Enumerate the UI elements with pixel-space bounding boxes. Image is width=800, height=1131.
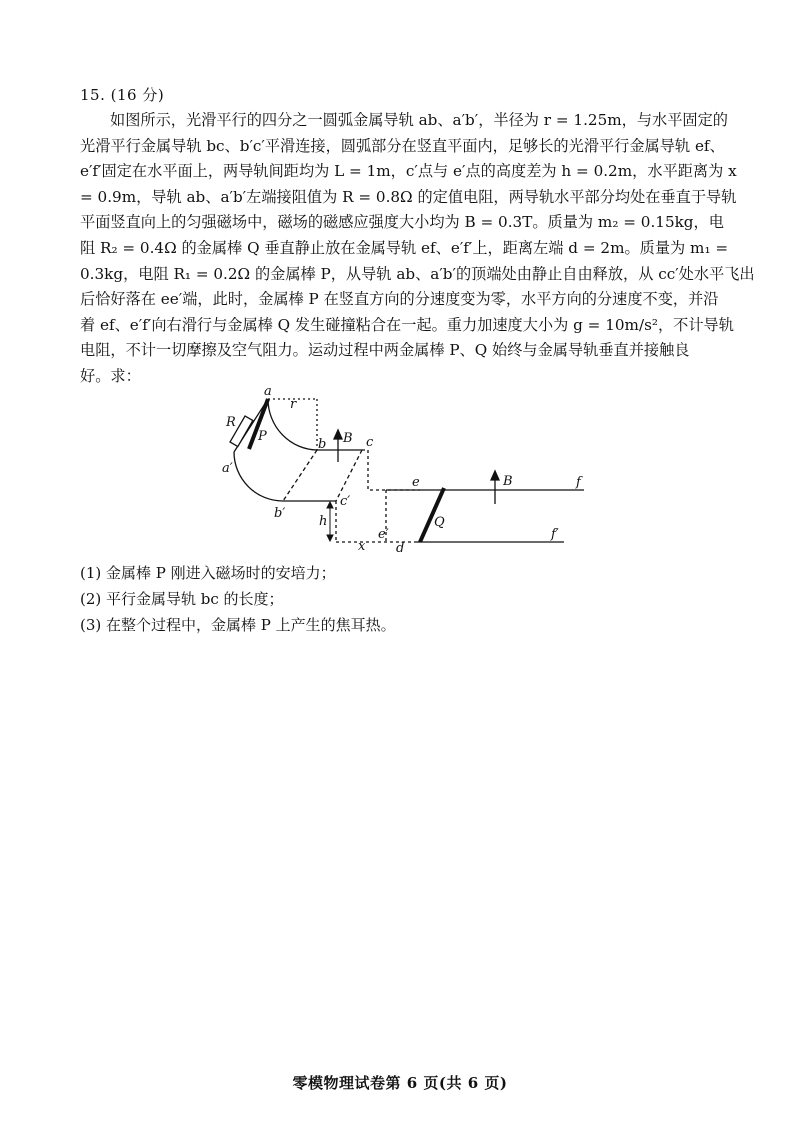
label-P: P bbox=[258, 429, 267, 444]
label-e: e bbox=[412, 475, 420, 490]
question-number: 15. (16 分) bbox=[80, 86, 165, 104]
stem-line: 光滑平行金属导轨 bc、b′c′平滑连接，圆弧部分在竖直平面内，足够长的光滑平行金属导轨 ef、 bbox=[80, 136, 725, 155]
stem-line: 后恰好落在 ee′端，此时，金属棒 P 在竖直方向的分速度变为零，水平方向的分速度不变，并沿 bbox=[80, 290, 719, 309]
b-arrow-1-head bbox=[334, 430, 342, 439]
label-b: b bbox=[318, 437, 327, 452]
label-R: R bbox=[226, 415, 236, 430]
stem-line: e′f′固定在水平面上，两导轨间距均为 L = 1m，c′点与 e′点的高度差为 h = 0.2m，水平距离为 x bbox=[80, 162, 737, 181]
end-line-bb-prime bbox=[283, 450, 317, 501]
stem-line: 着 ef、e′f′向右滑行与金属棒 Q 发生碰撞粘合在一起。重力加速度大小为 g = 10m/s²，不计导轨 bbox=[80, 315, 734, 334]
label-b-prime: b′ bbox=[274, 506, 286, 521]
label-a: a bbox=[264, 384, 272, 399]
stem-line: 电阻，不计一切摩擦及空气阻力。运动过程中两金属棒 P、Q 始终与金属导轨垂直并接触良 bbox=[80, 341, 690, 360]
subquestion-3: (3) 在整个过程中，金属棒 P 上产生的焦耳热。 bbox=[80, 616, 396, 634]
stem-line: 如图所示，光滑平行的四分之一圆弧金属导轨 ab、a′b′，半径为 r = 1.25m，与水平固定的 bbox=[110, 111, 728, 129]
label-r: r bbox=[290, 397, 297, 412]
question-stem bbox=[80, 108, 755, 390]
label-a-prime: a′ bbox=[222, 461, 233, 476]
page-footer: 零模物理试卷第 6 页(共 6 页) bbox=[292, 1074, 508, 1092]
label-d: d bbox=[396, 541, 405, 556]
label-c: c bbox=[366, 435, 374, 450]
subquestion-2: (2) 平行金属导轨 bc 的长度； bbox=[80, 590, 284, 608]
arc-a-prime-b-prime bbox=[234, 452, 283, 501]
h-arrow-head-top bbox=[327, 502, 333, 508]
label-f-prime: f′ bbox=[551, 527, 559, 542]
stem-line: = 0.9m，导轨 ab、a′b′左端接阻值为 R = 0.8Ω 的定值电阻，两导轨水平部分均处在垂直于导轨 bbox=[80, 187, 737, 206]
label-x: x bbox=[358, 539, 366, 554]
label-B2: B bbox=[503, 474, 513, 489]
stem-line: 0.3kg，电阻 R₁ = 0.2Ω 的金属棒 P，从导轨 ab、a′b′的顶端处由静止自由释放，从 cc′处水平飞出 bbox=[80, 264, 755, 283]
label-B1: B bbox=[343, 431, 353, 446]
label-h: h bbox=[319, 514, 328, 529]
label-f: f bbox=[576, 475, 581, 490]
h-arrow-head-bottom bbox=[327, 535, 333, 541]
stem-line: 平面竖直向上的匀强磁场中，磁场的磁感应强度大小均为 B = 0.3T。质量为 m₂ = 0.15kg，电 bbox=[80, 213, 724, 232]
rail-diagram bbox=[212, 384, 604, 556]
stem-line: 阻 R₂ = 0.4Ω 的金属棒 Q 垂直静止放在金属导轨 ef、e′f′上，距离左端 d = 2m。质量为 m₁ = bbox=[80, 238, 729, 257]
stem-line: 好。求： bbox=[80, 366, 141, 385]
label-e-prime: e′ bbox=[378, 527, 389, 542]
label-Q: Q bbox=[434, 515, 445, 530]
subquestion-1: (1) 金属棒 P 刚进入磁场时的安培力； bbox=[80, 564, 336, 582]
b-arrow-2-head bbox=[491, 471, 499, 480]
label-c-prime: c′ bbox=[340, 494, 351, 509]
